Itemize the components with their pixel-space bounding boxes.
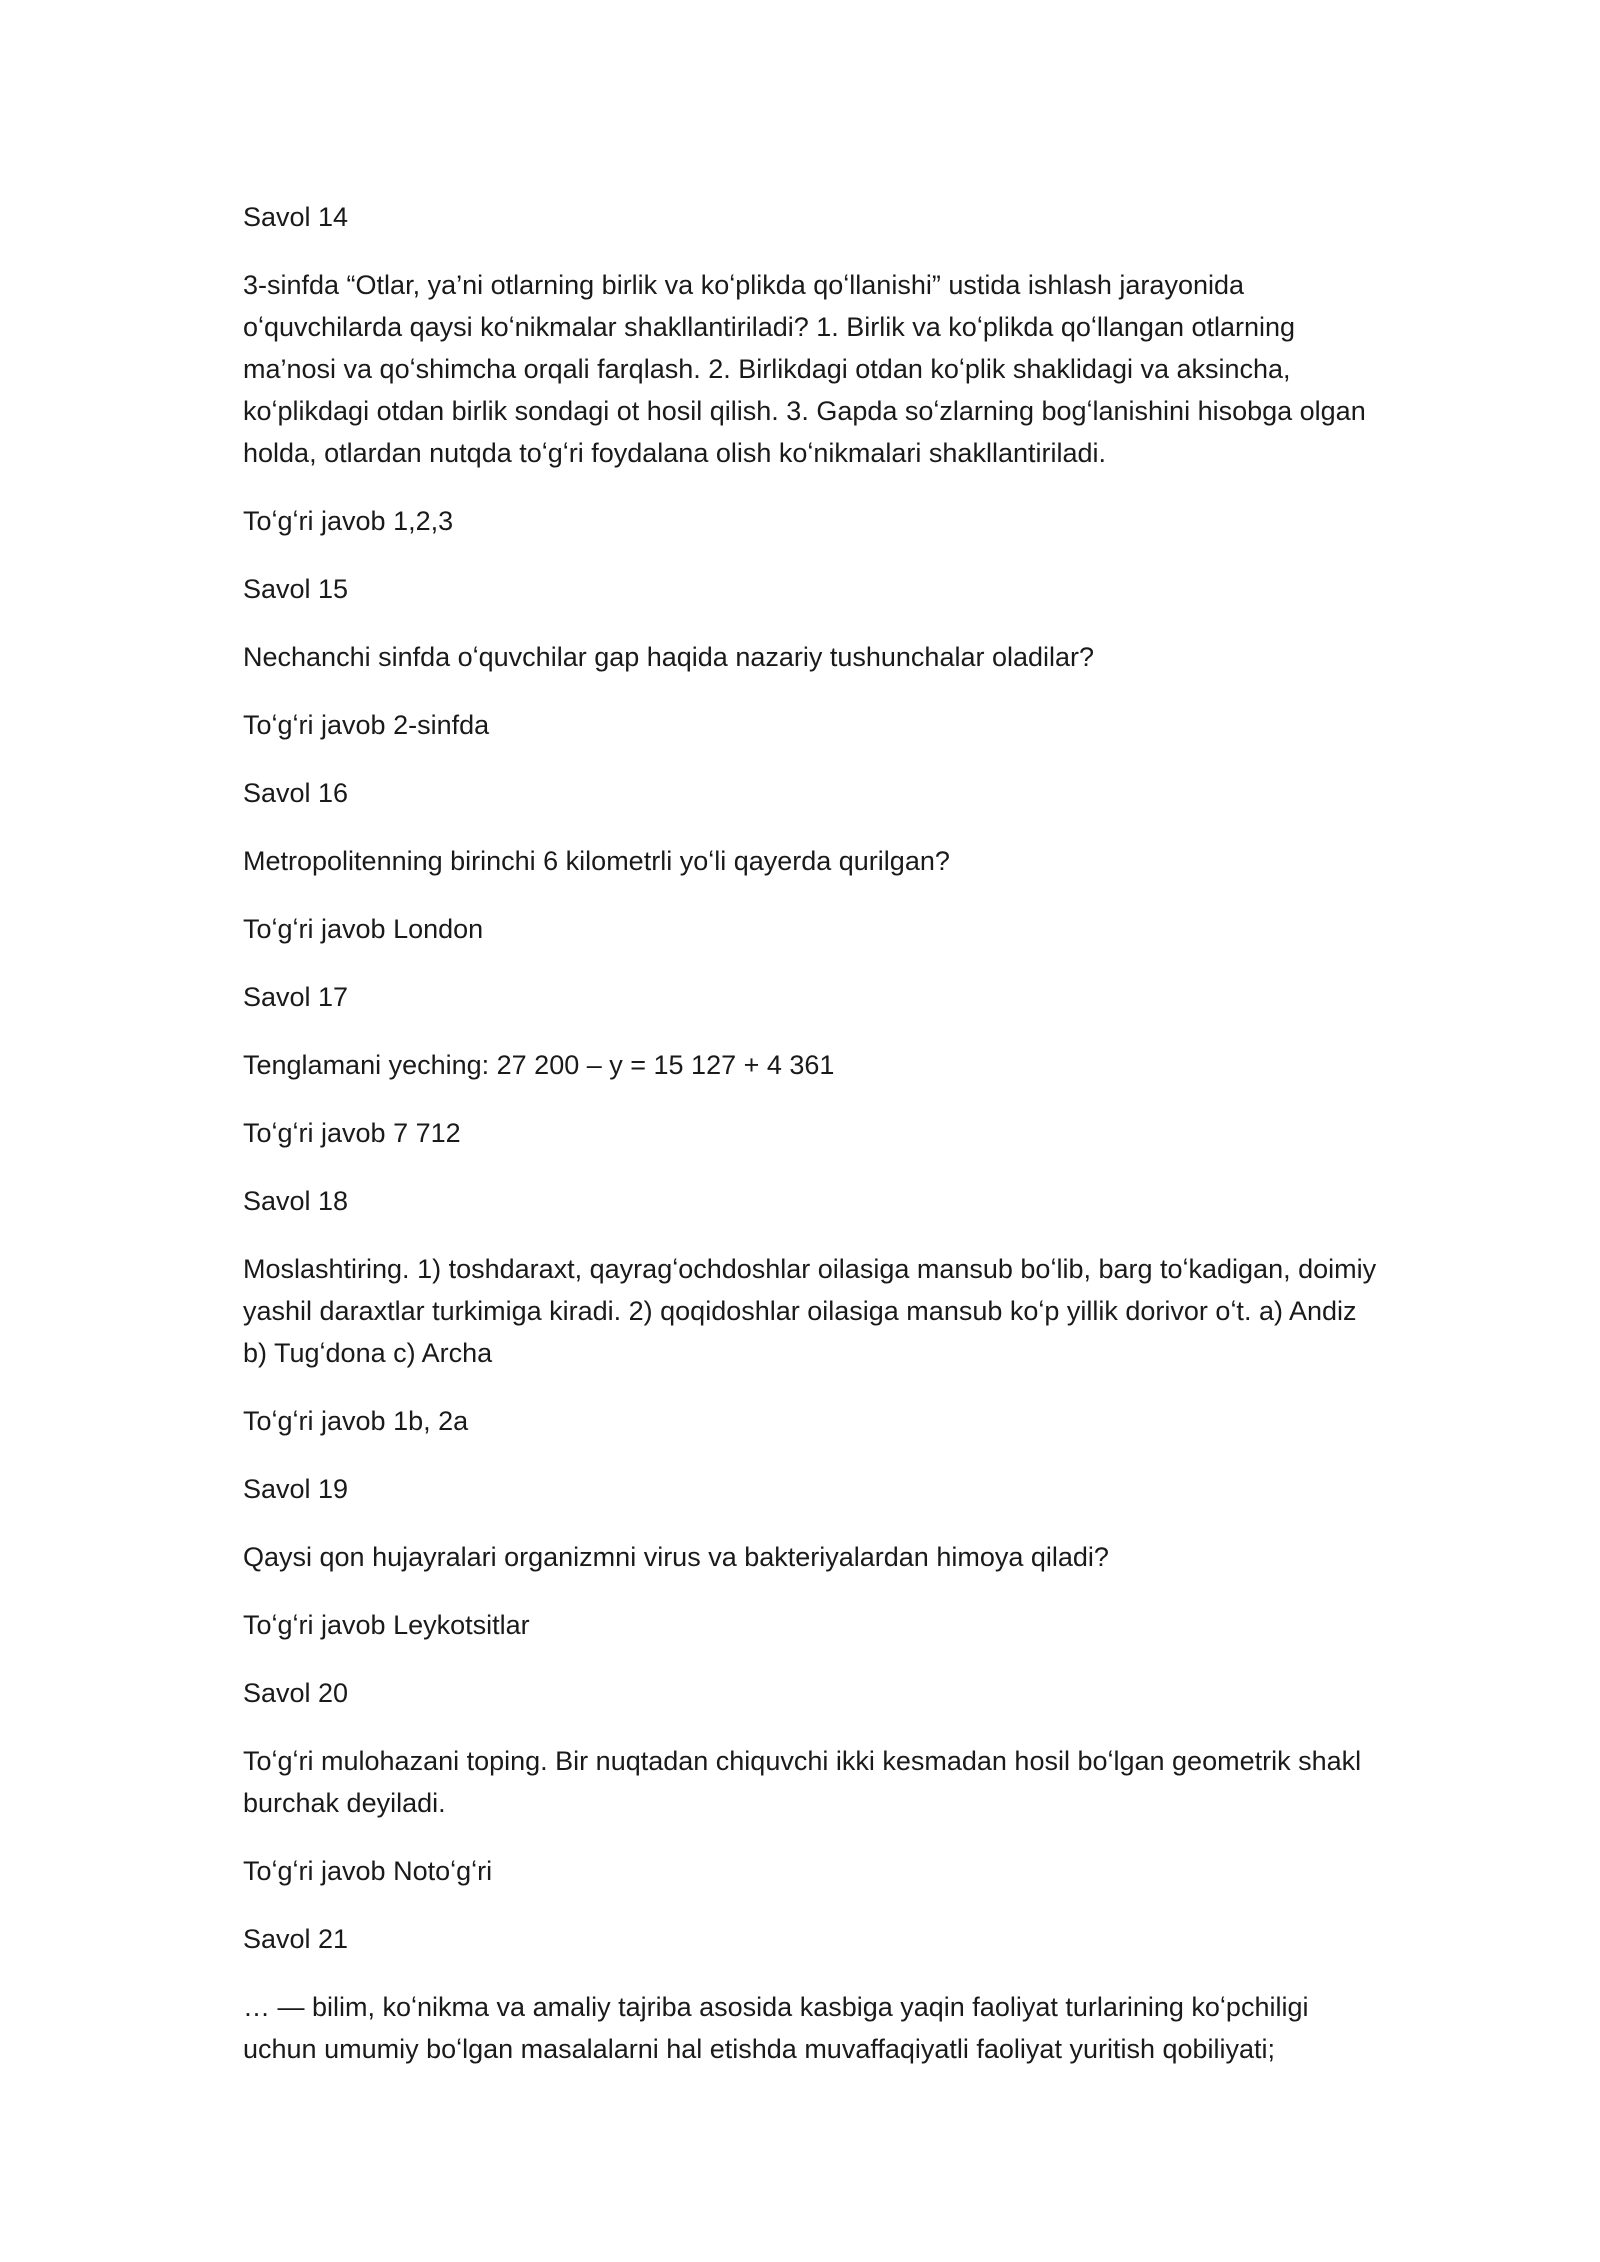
answer-text: Toʻgʻri javob Leykotsitlar <box>243 1610 530 1640</box>
question-heading: Savol 16 <box>243 778 349 808</box>
question-heading: Savol 21 <box>243 1924 349 1954</box>
answer-text: Toʻgʻri javob Notoʻgʻri <box>243 1856 493 1886</box>
question-heading: Savol 15 <box>243 574 349 604</box>
answer-text: Toʻgʻri javob London <box>243 914 484 944</box>
question-text: Qaysi qon hujayralari organizmni virus va bakteriyalardan himoya qiladi? <box>243 1542 1109 1572</box>
question-text: 3-sinfda “Otlar, ya’ni otlarning birlik va koʻplikda qoʻllanishi” ustida ishlash jarayonida oʻquvchilarda qaysi koʻnikmalar shakllantiriladi? 1. Birlik va koʻplikda qoʻllangan otlarning ma’nosi va qoʻshimcha orqali farqlash. 2. Birlikdagi otdan koʻplik shaklidagi va aksincha, koʻplikdagi otdan birlik sondagi ot hosil qilish. 3. Gapda soʻzlarning bogʻlanishini hisobga olgan holda, otlardan nutqda toʻgʻri foydalana olish koʻnikmalari shakllantiriladi. <box>243 270 1366 468</box>
question-text: Nechanchi sinfda oʻquvchilar gap haqida nazariy tushunchalar oladilar? <box>243 642 1095 672</box>
document-page <box>243 196 1383 2096</box>
answer-text: Toʻgʻri javob 1b, 2a <box>243 1406 469 1436</box>
question-heading: Savol 19 <box>243 1474 349 1504</box>
question-text: Tenglamani yeching: 27 200 – y = 15 127 + 4 361 <box>243 1050 835 1080</box>
question-heading: Savol 18 <box>243 1186 349 1216</box>
answer-text: Toʻgʻri javob 7 712 <box>243 1118 461 1148</box>
question-heading: Savol 20 <box>243 1678 349 1708</box>
question-text: Moslashtiring. 1) toshdaraxt, qayragʻochdoshlar oilasiga mansub boʻlib, barg toʻkadigan, doimiy yashil daraxtlar turkimiga kiradi. 2) qoqidoshlar oilasiga mansub koʻp yillik dorivor oʻt. a) Andiz b) Tugʻdona c) Archa <box>243 1254 1377 1368</box>
question-text: … — bilim, koʻnikma va amaliy tajriba asosida kasbiga yaqin faoliyat turlarining koʻpchiligi uchun umumiy boʻlgan masalalarni hal etishda muvaffaqiyatli faoliyat yuritish qobiliyati; <box>243 1992 1309 2064</box>
question-heading: Savol 17 <box>243 982 349 1012</box>
question-text: Toʻgʻri mulohazani toping. Bir nuqtadan chiquvchi ikki kesmadan hosil boʻlgan geometrik shakl burchak deyiladi. <box>243 1746 1362 1818</box>
question-heading: Savol 14 <box>243 202 349 232</box>
answer-text: Toʻgʻri javob 1,2,3 <box>243 506 454 536</box>
answer-text: Toʻgʻri javob 2-sinfda <box>243 710 490 740</box>
question-text: Metropolitenning birinchi 6 kilometrli yoʻli qayerda qurilgan? <box>243 846 950 876</box>
